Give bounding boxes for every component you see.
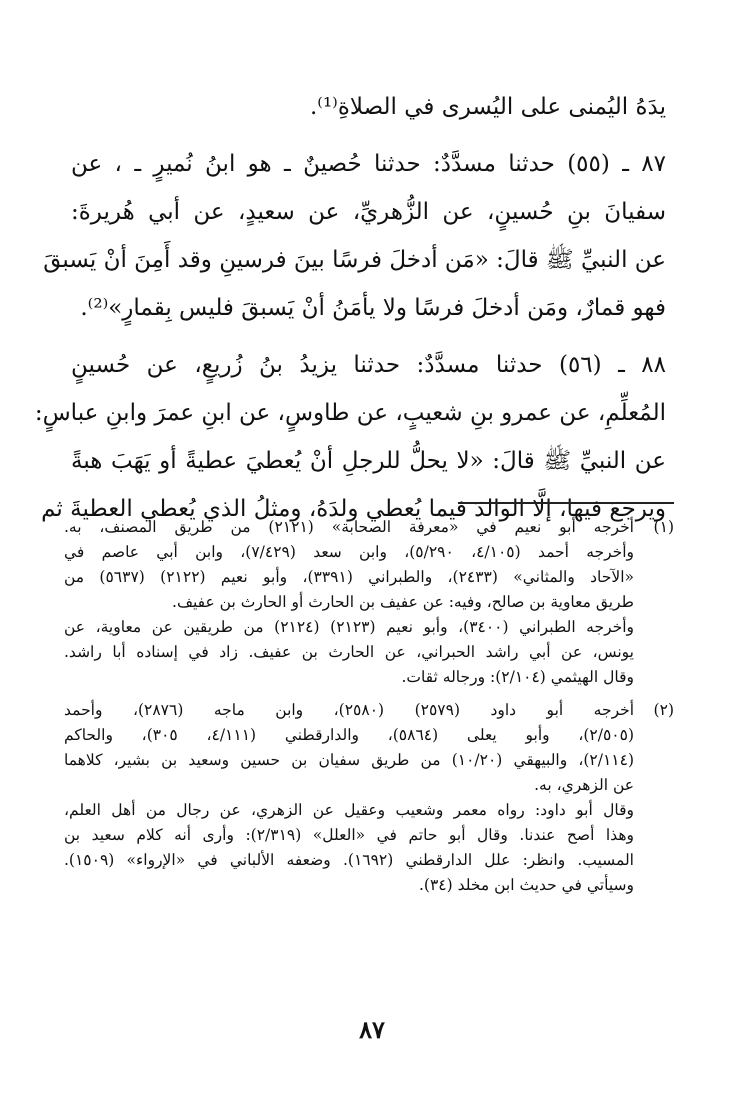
footnote-1-line — [64, 515, 674, 540]
hadith-88-line: ويرجعَ فيها، إلَّا الوالدَ فيما يُعطي ولدَهُ، ومثلُ الذي يُعطي العطيةَ ثم — [41, 496, 666, 522]
footnote-2-line: وسيأتي في حديث ابن مخلد (٣٤). — [418, 876, 634, 894]
hadith-88-line: ٨٨ ـ (٥٦) حدثنا مسدَّدٌ: حدثنا يزيدُ بنُ زُريعٍ، عن حُسينٍ — [71, 352, 666, 378]
footnotes — [64, 515, 674, 898]
hadith-87-line: عن النبيِّ ﷺ قالَ: «مَن أدخلَ فرسًا بينَ فرسينِ وقد أَمِنَ أنْ يَسبقَ — [43, 247, 666, 273]
footnote-1-text: أخرجه أبو نعيم في «معرفة الصحابة» (٢١٢١) من طريق المصنف، به. — [64, 518, 634, 536]
footnote-2-line: (٢/٥٠٥)، وأبو يعلى (٥٨٦٤)، والدارقطني (٤/١١١، ٣٠٥)، والحاكم — [64, 726, 635, 744]
main-line: يدَهُ اليُمنى على اليُسرى في الصلاةِ⁽¹⁾. — [309, 94, 666, 120]
footnote-2-line: وهذا أصح عندنا. وقال أبو حاتم في «العلل» (٢/٣١٩): وأرى أنه كلام سعيد بن — [64, 826, 634, 844]
main-text — [34, 92, 666, 525]
footnote-1-line: وأخرجه الطبراني (٣٤٠٠)، وأبو نعيم (٢١٢٣) (٢١٢٤) من طريقين عن معاوية، عن — [64, 618, 635, 636]
footnote-divider — [458, 502, 674, 504]
footnote-2-line: (٢/١١٤)، والبيهقي (١٠/٢٠) من طريق سفيان بن حسين وسعيد بن بشير، كلاهما — [64, 751, 634, 769]
footnote-2-line: عن الزهري، به. — [534, 776, 634, 794]
hadith-87-line: فهو قمارٌ، ومَن أدخلَ فرسًا ولا يأمَنُ أنْ يَسبقَ فليس بِقمارٍ»⁽²⁾. — [80, 295, 666, 321]
footnote-1-line: وأخرجه أحمد (٤/١٠٥، ٥/٢٩٠)، وابن سعد (٧/٤٢٩)، وابن أبي عاصم في — [64, 543, 635, 561]
hadith-88-line: المُعلِّمِ، عن عمرو بنِ شعيبٍ، عن طاوسٍ، عن ابنِ عمرَ وابنِ عباسٍ: — [34, 400, 666, 426]
footnote-1-number: (١) — [653, 518, 674, 536]
hadith-87-line: ٨٧ ـ (٥٥) حدثنا مسدَّدٌ: حدثنا حُصينٌ ـ هو ابنُ نُميرٍ ـ ، عن — [71, 151, 666, 177]
footnote-2-text: أخرجه أبو داود (٢٥٧٩) (٢٥٨٠)، وابن ماجه (٢٨٧٦)، وأحمد — [64, 701, 635, 719]
footnote-1-line: «الآحاد والمثاني» (٢٤٣٣)، والطبراني (٣٣٩١)، وأبو نعيم (٢١٢٢) (٥٦٣٧) من — [64, 568, 634, 586]
footnote-2-number: (٢) — [653, 701, 674, 719]
hadith-88-line: عن النبيِّ ﷺ قالَ: «لا يحلُّ للرجلِ أنْ يُعطيَ عطيةً أو يَهَبَ هبةً — [71, 448, 666, 474]
footnote-1-line: وقال الهيثمي (٢/١٠٤): ورجاله ثقات. — [401, 668, 634, 686]
hadith-87-line: سفيانَ بنِ حُسينٍ، عن الزُّهريِّ، عن سعيدٍ، عن أبي هُريرةَ: — [71, 199, 666, 225]
footnote-2-line: وقال أبو داود: رواه معمر وشعيب وعقيل عن الزهري، عن رجال من أهل العلم، — [64, 801, 634, 819]
footnote-1-line: يونس، عن أبي راشد الحبراني، عن الحارث بن عفيف. زاد في إسناده أبا راشد. — [64, 643, 634, 661]
footnote-2-line: المسيب. وانظر: علل الدارقطني (١٦٩٢). وضعفه الألباني في «الإرواء» (١٥٠٩). — [64, 851, 634, 869]
footnote-1-line: طريق معاوية بن صالح، وفيه: عن عفيف بن الحارث أو الحارث بن عفيف. — [172, 593, 634, 611]
page-number: ٨٧ — [359, 1015, 385, 1044]
footnote-2-line — [64, 698, 674, 723]
